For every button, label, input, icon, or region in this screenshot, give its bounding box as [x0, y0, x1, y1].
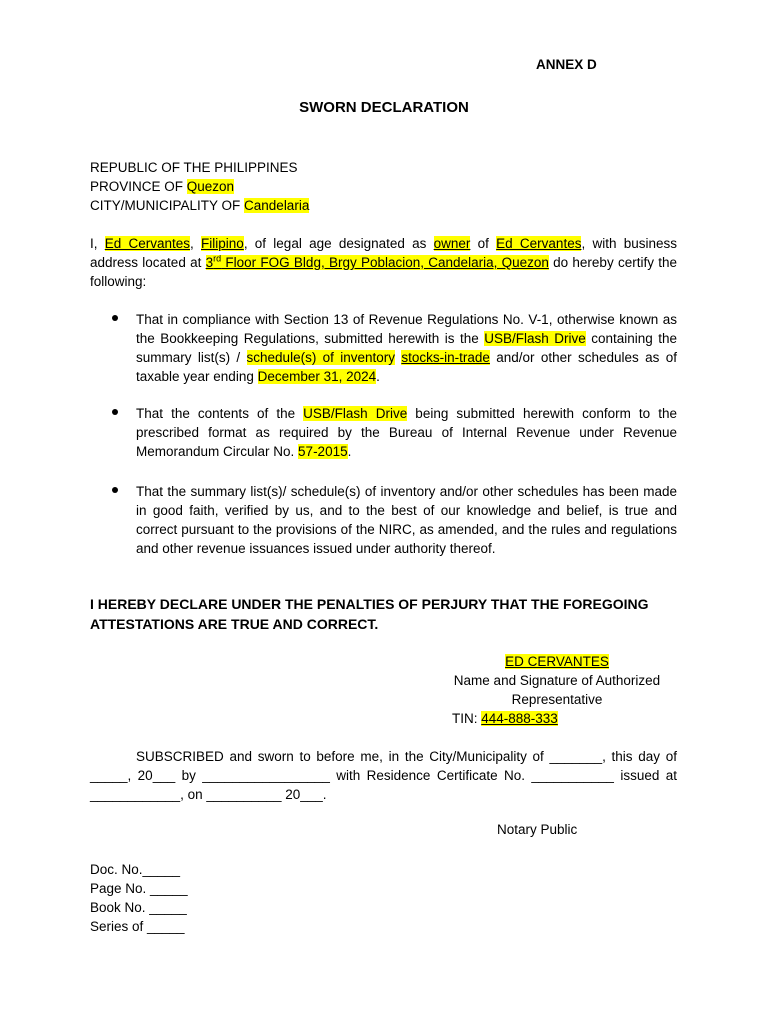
city-label: CITY/MUNICIPALITY OF — [90, 198, 245, 213]
taxable-year-date: December 31, 2024 — [257, 369, 377, 384]
jurat-paragraph: SUBSCRIBED and sworn to before me, in the City/Municipality of _______, this day of _____, 20___ by _________________ with Residence Certificate No. ___________ issued at ____________, on __________ 20___. — [90, 749, 677, 802]
intro-text: of — [470, 236, 497, 251]
intro-paragraph — [90, 234, 677, 291]
intro-text: , of legal age designated as — [243, 236, 434, 251]
doc-number: Doc. No._____ — [90, 862, 181, 877]
intro-text: I, — [90, 236, 105, 251]
province-line — [90, 177, 309, 196]
series-number: Series of _____ — [90, 919, 185, 934]
schedule-type: schedule(s) of inventory — [246, 350, 396, 365]
attestation-item-3: That the summary list(s)/ schedule(s) of inventory and/or other schedules has been made in good faith, verified by us, and to the best of our knowledge and belief, is true and correct pursuant to the provisions of the NIRC, as amended, and the rules and regulations and other revenue issuances issued under authority thereof. — [136, 484, 677, 556]
bullet-1 — [112, 315, 118, 321]
business-address — [206, 255, 549, 270]
item-text: . — [347, 444, 352, 459]
intro-text: , with business address located at — [90, 236, 677, 270]
signatory-name: ED CERVANTES — [505, 654, 609, 669]
province-value: Quezon — [186, 179, 235, 194]
address-ordinal-suffix: rd — [213, 253, 222, 264]
signature-caption: Name and Signature of Authorized Representative — [453, 673, 661, 707]
province-label: PROVINCE OF — [90, 179, 187, 194]
intro-text: , — [190, 236, 202, 251]
declarant-name: Ed Cervantes — [104, 236, 191, 251]
notary-public-label: Notary Public — [497, 822, 578, 837]
media-type: USB/Flash Drive — [303, 406, 408, 421]
item-text: That in compliance with Section 13 of Revenue Regulations No. V-1, otherwise known as the Bookkeeping Regulations, submitted herewith is the — [136, 312, 677, 346]
perjury-declaration: I HEREBY DECLARE UNDER THE PENALTIES OF PERJURY THAT THE FOREGOING ATTESTATIONS ARE TRUE AND CORRECT. — [90, 596, 649, 632]
item-text: containing the summary list(s) / — [136, 331, 677, 365]
bullet-3 — [112, 487, 118, 493]
item-text: . — [376, 369, 380, 384]
inventory-type: stocks-in-trade — [401, 350, 490, 365]
business-name: Ed Cervantes — [496, 236, 582, 251]
city-line — [90, 196, 309, 215]
page-number: Page No. _____ — [90, 881, 188, 896]
annex-label: ANNEX D — [536, 57, 597, 72]
nationality: Filipino — [201, 236, 244, 251]
book-number: Book No. _____ — [90, 900, 187, 915]
address-ordinal: 3 — [205, 255, 214, 270]
item-text: That the contents of the — [136, 406, 304, 421]
intro-text: do hereby certify the following: — [90, 255, 677, 289]
rmc-number: 57-2015 — [298, 444, 348, 459]
tin-value: 444-888-333 — [481, 711, 558, 726]
media-type: USB/Flash Drive — [484, 331, 586, 346]
document-title: SWORN DECLARATION — [299, 99, 469, 116]
attestation-item-1 — [136, 310, 677, 386]
address-rest: Floor FOG Bldg, Brgy Poblacion, Candelaria, Quezon — [221, 255, 549, 270]
notarial-register-block — [90, 860, 188, 936]
signature-block — [440, 652, 674, 709]
republic-line: REPUBLIC OF THE PHILIPPINES — [90, 160, 298, 175]
designation: owner — [433, 236, 471, 251]
item-text: and/or other schedules as of taxable year ending — [136, 350, 677, 384]
address-block — [90, 158, 309, 215]
item-text: being submitted herewith conform to the prescribed format as required by the Bureau of Internal Revenue under Revenue Memorandum Circular No. — [136, 406, 678, 459]
tin-label: TIN: — [452, 711, 482, 726]
tin-line — [452, 709, 558, 728]
city-value: Candelaria — [244, 198, 310, 213]
attestation-item-2 — [136, 404, 677, 461]
bullet-2 — [112, 409, 118, 415]
